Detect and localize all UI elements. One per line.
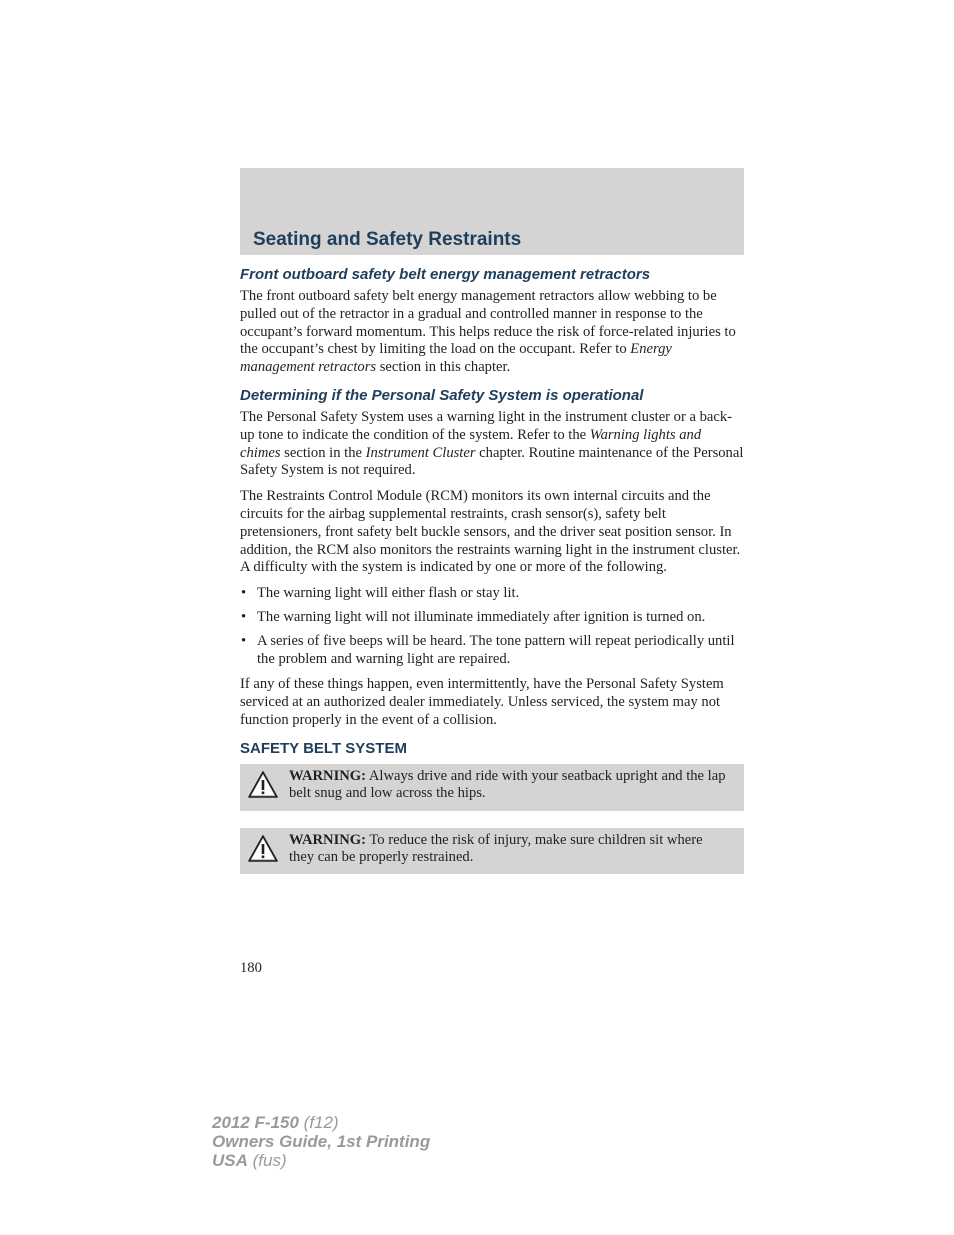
chapter-header-band bbox=[240, 168, 744, 255]
warning-box bbox=[240, 828, 744, 875]
cross-reference: Energy management retractors bbox=[240, 341, 672, 376]
print-footer bbox=[212, 1113, 430, 1170]
list-item: • A series of five beeps will be heard. The tone pattern will repeat periodically until the problem and warning light are repaired. bbox=[241, 632, 735, 667]
list-item: • The warning light will not illuminate immediately after ignition is turned on. bbox=[241, 608, 706, 625]
section-heading-personal-safety-system: Determining if the Personal Safety System is operational bbox=[240, 386, 644, 404]
cross-reference: Instrument Cluster bbox=[365, 444, 476, 461]
paragraph-energy-retractors: The front outboard safety belt energy management retractors allow webbing to be pulled out of the retractor in a gradual and controlled manner in response to the occupant’s forward momentum. This helps reduce the risk of force-related injuries to the occupant’s chest by limiting the load on the occupant. Refer to Energy management retractors section in this chapter. bbox=[240, 288, 736, 376]
warning-label: WARNING: bbox=[289, 767, 367, 784]
bullet-icon: • bbox=[241, 608, 247, 625]
bullet-icon: • bbox=[241, 632, 247, 649]
warning-triangle-icon bbox=[247, 770, 279, 799]
footer-line-guide: Owners Guide, 1st Printing bbox=[212, 1132, 431, 1151]
bullet-list bbox=[240, 585, 744, 668]
paragraph-service: If any of these things happen, even intermittently, have the Personal Safety System serviced at an authorized dealer immediately. Unless serviced, the system may not function properly in the event of a collision. bbox=[240, 676, 724, 728]
page-number: 180 bbox=[240, 960, 262, 976]
list-item: • The warning light will either flash or stay lit. bbox=[241, 585, 520, 602]
section-heading-energy-retractors: Front outboard safety belt energy management retractors bbox=[240, 266, 651, 283]
warning-triangle-icon bbox=[247, 834, 279, 863]
footer-line-model: 2012 F-150 (f12) bbox=[212, 1113, 339, 1132]
cross-reference: Warning lights and chimes bbox=[240, 426, 702, 461]
paragraph-rcm: The Restraints Control Module (RCM) monitors its own internal circuits and the circuits for the airbag supplemental restraints, crash sensor(s), safety belt pretensioners, front safety belt buckle sensors, and the driver seat position sensor. In addition, the RCM also monitors the restraints warning light in the instrument cluster. A difficulty with the system is indicated by one or more of the following. bbox=[240, 488, 741, 576]
warning-text: Always drive and ride with your seatback upright and the lap belt snug and low across the hips. bbox=[289, 767, 726, 802]
footer-line-market: USA (fus) bbox=[212, 1151, 287, 1170]
paragraph-pss-warning-light: The Personal Safety System uses a warning light in the instrument cluster or a back-up tone to indicate the condition of the system. Refer to the Warning lights and chimes section in the Instrument Cluster chapter. Routine maintenance of the Personal Safety System is not required. bbox=[240, 408, 744, 479]
section-heading-safety-belt-system: SAFETY BELT SYSTEM bbox=[240, 739, 407, 757]
warning-box bbox=[240, 764, 744, 811]
page-content bbox=[240, 266, 744, 891]
chapter-title: Seating and Safety Restraints bbox=[253, 229, 522, 250]
bullet-icon: • bbox=[241, 585, 247, 602]
warning-text: To reduce the risk of injury, make sure children sit where they can be properly restrained. bbox=[289, 831, 703, 865]
warning-label: WARNING: bbox=[289, 831, 367, 848]
